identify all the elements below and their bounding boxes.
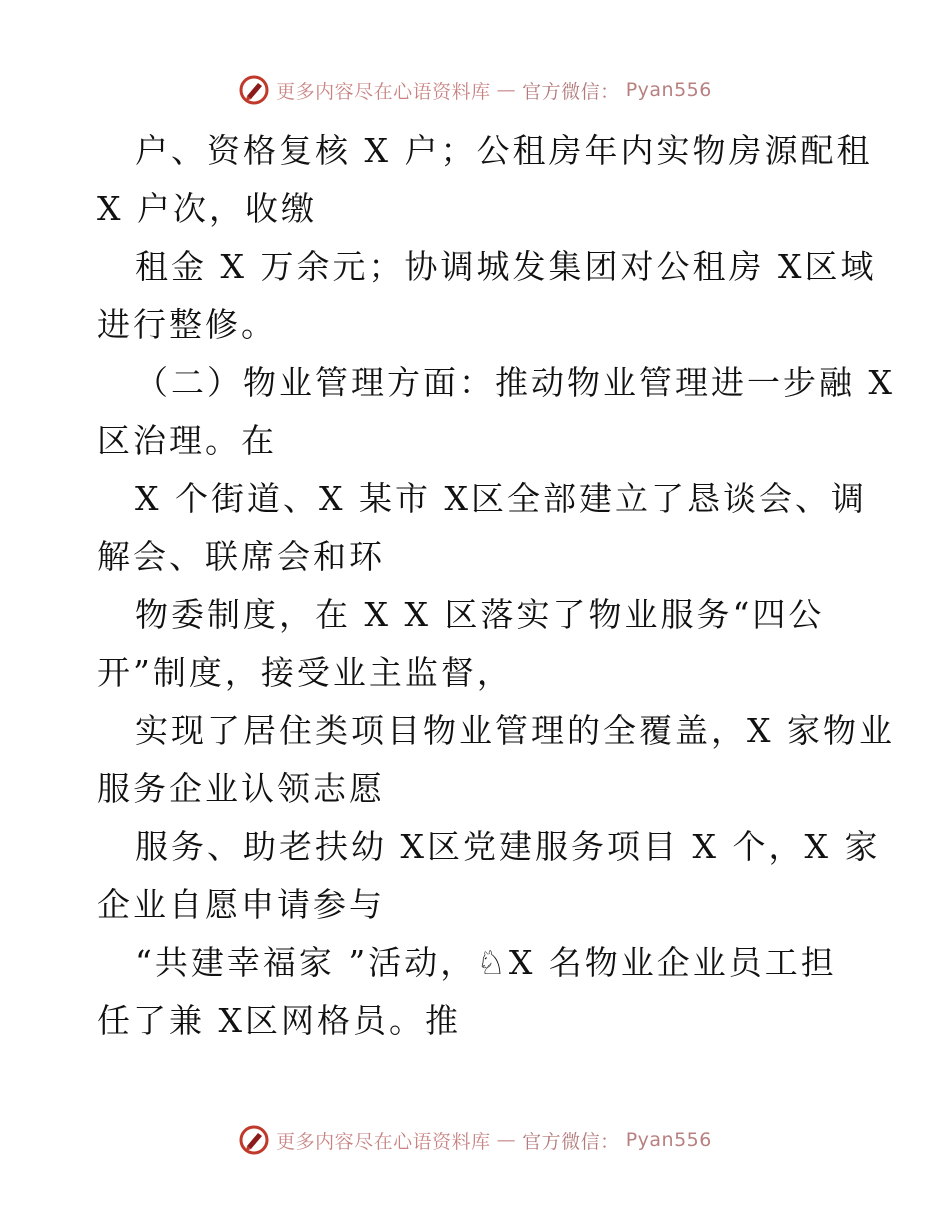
body-line-8: 解会、联席会和环	[97, 537, 385, 576]
body-line-3: 租金 X 万余元；协调城发集团对公租房 X区域	[135, 247, 877, 286]
footer-banner-text: 更多内容尽在心语资料库	[276, 1130, 491, 1153]
body-line-1: 户、资格复核 X 户；公租房年内实物房源配租	[135, 131, 873, 170]
footer-banner-dash: —	[496, 1129, 517, 1151]
body-line-5: （二）物业管理方面：推动物业管理进一步融 X	[135, 363, 895, 402]
footer-banner-content	[238, 1124, 712, 1156]
body-line-12: 服务企业认领志愿	[97, 769, 385, 808]
body-line-10: 开”制度，接受业主监督，	[97, 653, 513, 692]
footer-wechat-label: 官方微信：	[522, 1130, 620, 1153]
pen-logo-icon	[238, 1124, 270, 1156]
header-wechat-id: Pyan556	[625, 79, 712, 101]
document-body	[97, 122, 895, 1050]
body-line-7: X 个街道、X 某市 X区全部建立了恳谈会、调	[135, 479, 867, 518]
body-line-16: 任了兼 X区网格员。推	[97, 1001, 461, 1040]
footer-banner	[0, 1120, 950, 1160]
body-line-4: 进行整修。	[97, 305, 277, 344]
header-banner-text: 更多内容尽在心语资料库	[276, 80, 491, 103]
header-banner	[0, 70, 950, 110]
body-line-13: 服务、助老扶幼 X区党建服务项目 X 个，X 家	[135, 827, 881, 866]
header-banner-dash: —	[496, 79, 517, 101]
pen-logo-icon	[238, 74, 270, 106]
body-line-2: X 户次，收缴	[97, 189, 317, 228]
header-banner-content	[238, 74, 712, 106]
body-line-15: “共建幸福家 ”活动，♘X 名物业企业员工担	[135, 943, 837, 982]
body-line-6: 区治理。在	[97, 421, 277, 460]
header-wechat-label: 官方微信：	[522, 80, 620, 103]
footer-wechat-id: Pyan556	[625, 1129, 712, 1151]
body-line-14: 企业自愿申请参与	[97, 885, 385, 924]
body-line-11: 实现了居住类项目物业管理的全覆盖，X 家物业	[135, 711, 895, 750]
body-line-9: 物委制度，在 X X 区落实了物业服务“四公	[135, 595, 825, 634]
